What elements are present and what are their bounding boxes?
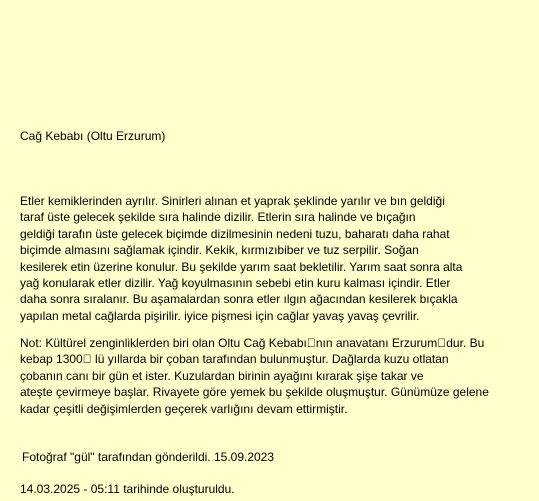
photo-credit: Fotoğraf "gül" tarafından gönderildi. 15.09.2023: [22, 450, 275, 464]
paragraph-line: kesilerek etin üzerine konulur. Bu şekilde yarım saat bekletilir. Yarım saat sonra alta: [20, 259, 463, 274]
paragraph-line: Etler kemiklerinden ayrılır. Sinirleri alınan et yaprak şeklinde yarılır ve bın geldiği: [20, 194, 445, 208]
recipe-paragraph-note: [20, 335, 525, 417]
paragraph-line: geldiği tarafın üste gelecek biçimde dizilmesinin nedeni tuzu, baharatı daha rahat: [20, 226, 450, 241]
paragraph-line: ateşte çevirmeye başlar. Rivayete göre yemek bu şekilde oluşmuştur. Günümüze gelene: [20, 385, 489, 400]
paragraph-line: Not: Kültürel zenginliklerden biri olan Oltu Cağ Kebabı nın anavatanı Erzurum dur. Bu: [20, 336, 485, 350]
paragraph-line: daha sonra sıralanır. Bu aşamalardan sonra etler ılgın ağacından kesilerek bıçakla: [20, 292, 458, 307]
paragraph-line: yağ konularak etler dizilir. Yağ koyulmasının sebebi etin kuru kalması içindir. Etler: [20, 276, 451, 291]
paragraph-line: çobanın canı bir gün et ister. Kuzulardan birinin ayağını kırarak şişe takar ve: [20, 368, 424, 383]
paragraph-line: yapılan metal cağlarda pişirilir. iyice pişmesi için cağlar yavaş yavaş çevrilir.: [20, 308, 420, 323]
paragraph-line: taraf üste gelecek şekilde sıra halinde dizilir. Etlerin sıra halinde ve bıçağın: [20, 210, 416, 225]
recipe-paragraph-preparation: [20, 193, 525, 324]
page-title: Cağ Kebabı (Oltu Erzurum): [20, 129, 166, 143]
created-timestamp: 14.03.2025 - 05:11 tarihinde oluşturuldu.: [20, 482, 235, 496]
paragraph-line: kebap 1300  lü yıllarda bir çoban tarafından bulunmuştur. Dağlarda kuzu otlatan: [20, 352, 449, 367]
paragraph-line: kadar çeşitli değişimlerden geçerek varlığını devam ettirmiştir.: [20, 401, 348, 416]
paragraph-line: biçimde almasını sağlamak içindir. Kekik, kırmızıbiber ve tuz serpilir. Soğan: [20, 243, 419, 258]
